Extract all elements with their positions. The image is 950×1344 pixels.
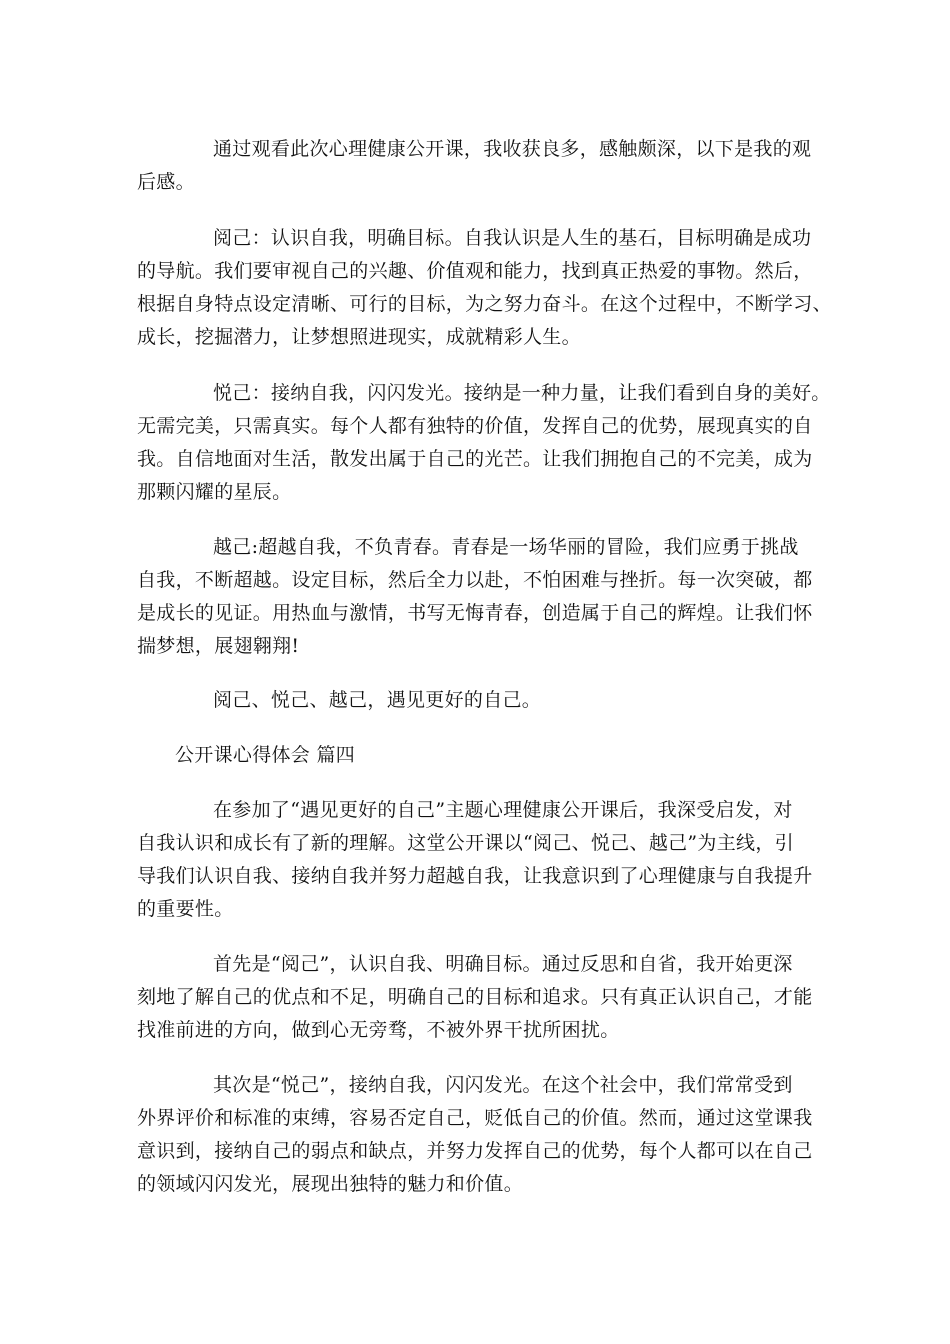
text-line: 外界评价和标准的束缚，容易否定自己，贬低自己的价值。然而，通过这堂课我 bbox=[137, 1107, 813, 1129]
text-line: 首先是“阅己”，认识自我、明确目标。通过反思和自省，我开始更深 bbox=[213, 953, 793, 975]
text-line: 根据自身特点设定清晰、可行的目标，为之努力奋斗。在这个过程中，不断学习、 bbox=[137, 293, 832, 315]
text-line: 阅己、悦己、越己，遇见更好的自己。 bbox=[213, 689, 542, 711]
text-line: 揣梦想，展翅翱翔! bbox=[137, 635, 300, 657]
text-line: 找准前进的方向，做到心无旁骛，不被外界干扰所困扰。 bbox=[137, 1019, 620, 1041]
text-line: 后感。 bbox=[137, 171, 195, 193]
text-line: 其次是“悦己”，接纳自我，闪闪发光。在这个社会中，我们常常受到 bbox=[213, 1074, 793, 1096]
text-line: 是成长的见证。用热血与激情，书写无悔青春，创造属于自己的辉煌。让我们怀 bbox=[137, 602, 813, 624]
text-line: 导我们认识自我、接纳自我并努力超越自我，让我意识到了心理健康与自我提升 bbox=[137, 865, 813, 887]
text-line: 自我认识和成长有了新的理解。这堂公开课以“阅己、悦己、越己”为主线，引 bbox=[137, 832, 794, 854]
text-line: 阅己：认识自我，明确目标。自我认识是人生的基石，目标明确是成功 bbox=[213, 227, 812, 249]
text-line: 在参加了“遇见更好的自己”主题心理健康公开课后，我深受启发，对 bbox=[213, 799, 793, 821]
text-line: 刻地了解自己的优点和不足，明确自己的目标和追求。只有真正认识自己，才能 bbox=[137, 986, 813, 1008]
text-line: 越己:超越自我，不负青春。青春是一场华丽的冒险，我们应勇于挑战 bbox=[213, 536, 799, 558]
text-line: 的重要性。 bbox=[137, 898, 234, 920]
text-line: 那颗闪耀的星辰。 bbox=[137, 481, 292, 503]
text-line: 的导航。我们要审视自己的兴趣、价值观和能力，找到真正热爱的事物。然后， bbox=[137, 260, 813, 282]
text-line: 自我，不断超越。设定目标，然后全力以赴，不怕困难与挫折。每一次突破，都 bbox=[137, 569, 813, 591]
text-line: 悦己：接纳自我，闪闪发光。接纳是一种力量，让我们看到自身的美好。 bbox=[213, 382, 831, 404]
text-line: 意识到，接纳自己的弱点和缺点，并努力发挥自己的优势，每个人都可以在自己 bbox=[137, 1140, 813, 1162]
text-line: 无需完美，只需真实。每个人都有独特的价值，发挥自己的优势，展现真实的自 bbox=[137, 415, 813, 437]
text-line: 通过观看此次心理健康公开课，我收获良多，感触颇深，以下是我的观 bbox=[213, 138, 812, 160]
text-line: 的领域闪闪发光，展现出独特的魅力和价值。 bbox=[137, 1173, 524, 1195]
section-heading: 公开课心得体会 篇四 bbox=[175, 744, 356, 766]
text-line: 我。自信地面对生活，散发出属于自己的光芒。让我们拥抱自己的不完美，成为 bbox=[137, 448, 813, 470]
text-line: 成长，挖掘潜力，让梦想照进现实，成就精彩人生。 bbox=[137, 326, 581, 348]
